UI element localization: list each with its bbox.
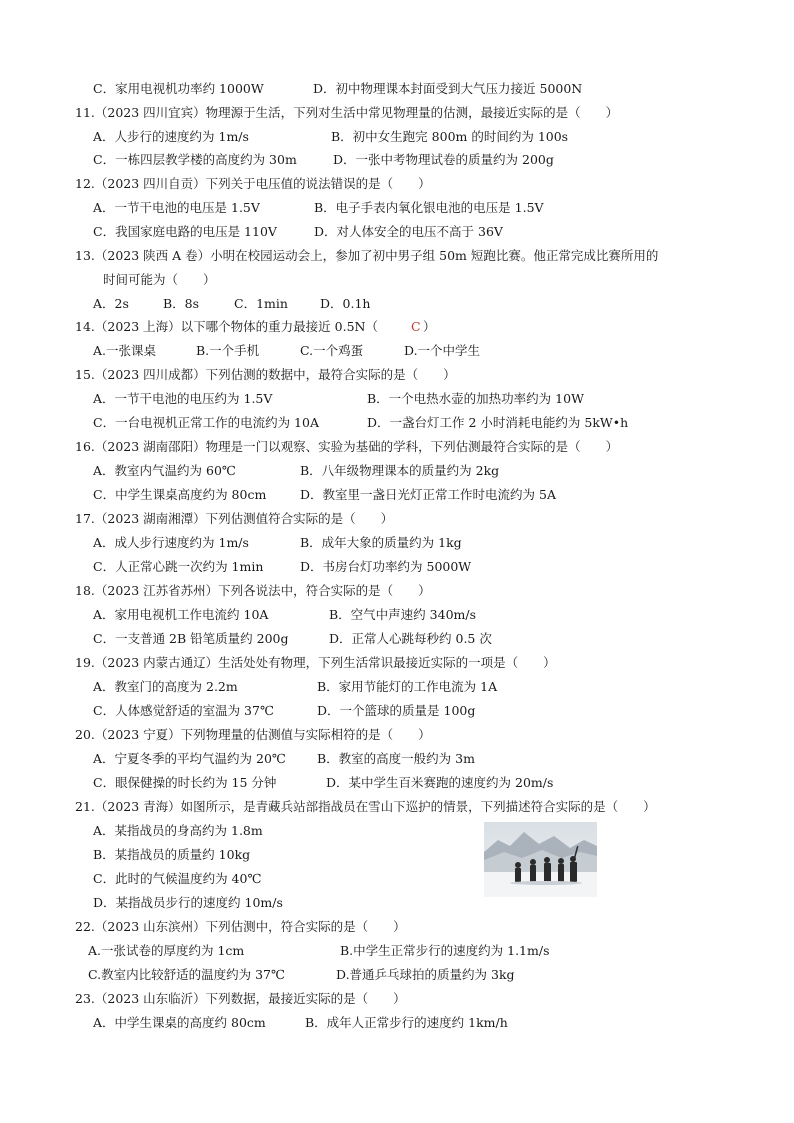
- text-segment: D．正常人心跳每秒约 0.5 次: [329, 631, 492, 646]
- text-segment: A.一张试卷的厚度约为 1cm: [88, 943, 245, 958]
- text-segment: B．电子手表内氧化银电池的电压是 1.5V: [314, 200, 544, 215]
- text-segment: C．一支普通 2B 铅笔质量约 200g: [93, 631, 289, 646]
- text-segment: D．教室里一盏日光灯正常工作时电流约为 5A: [300, 487, 556, 502]
- text-segment: B.中学生正常步行的速度约为 1.1m/s: [340, 943, 550, 958]
- text-segment: C．眼保健操的时长约为 15 分钟: [93, 775, 277, 790]
- text-segment: B.一个手机: [196, 343, 260, 358]
- soldiers-patrol-snow-photo: [484, 822, 597, 897]
- text-segment: C．我国家庭电路的电压是 110V: [93, 224, 277, 239]
- text-segment: 12.（2023 四川自贡）下列关于电压值的说法错误的是（ ）: [75, 176, 431, 191]
- text-segment: 13.（2023 陕西 A 卷）小明在校园运动会上，参加了初中男子组 50m 短跑比赛。他正常完成比赛所用的: [75, 248, 659, 263]
- text-segment: C．人体感觉舒适的室温为 37℃: [93, 703, 274, 718]
- text-segment: 16.（2023 湖南邵阳）物理是一门以观察、实验为基础的学科，下列估测最符合实际的是（ ）: [75, 439, 619, 454]
- text-segment: A．2s: [93, 296, 129, 311]
- text-segment: A．某指战员的身高约为 1.8m: [93, 823, 263, 838]
- text-segment: D．0.1h: [320, 296, 371, 311]
- text-segment: ）: [423, 319, 436, 334]
- text-segment: B．某指战员的质量约 10kg: [93, 847, 251, 862]
- text-segment: A．成人步行速度约为 1m/s: [93, 535, 249, 550]
- text-segment: 23.（2023 山东临沂）下列数据，最接近实际的是（ ）: [75, 991, 406, 1006]
- text-segment: 20.（2023 宁夏）下列物理量的估测值与实际相符的是（ ）: [75, 727, 431, 742]
- text-segment: C．中学生课桌高度约为 80cm: [93, 487, 267, 502]
- text-segment: C．一台电视机正常工作的电流约为 10A: [93, 415, 319, 430]
- text-segment: C．1min: [234, 296, 288, 311]
- text-segment: B．成年人正常步行的速度约 1km/h: [305, 1015, 508, 1030]
- text-segment: B．空气中声速约 340m/s: [329, 607, 476, 622]
- text-segment: A．教室门的高度为 2.2m: [93, 679, 238, 694]
- text-segment: 18.（2023 江苏省苏州）下列各说法中，符合实际的是（ ）: [75, 583, 431, 598]
- text-segment: B．初中女生跑完 800m 的时间约为 100s: [331, 129, 569, 144]
- text-segment: D.一个中学生: [404, 343, 481, 358]
- text-segment: C．家用电视机功率约 1000W: [93, 81, 264, 96]
- text-segment: A．家用电视机工作电流约 10A: [93, 607, 269, 622]
- text-segment: A.一张课桌: [93, 343, 157, 358]
- text-segment: B．成年大象的质量约为 1kg: [300, 535, 462, 550]
- text-segment: A．教室内气温约为 60℃: [93, 463, 236, 478]
- text-segment: 21.（2023 青海）如图所示，是青藏兵站部指战员在雪山下巡护的情景，下列描述符合实际的是（ ）: [75, 799, 656, 814]
- text-segment: B．一个电热水壶的加热功率约为 10W: [367, 391, 584, 406]
- text-segment: C．一栋四层教学楼的高度约为 30m: [93, 152, 297, 167]
- text-segment: D．初中物理课本封面受到大气压力接近 5000N: [313, 81, 583, 96]
- text-segment: 11.（2023 四川宜宾）物理源于生活，下列对生活中常见物理量的估测，最接近实际的是（ ）: [75, 105, 619, 120]
- text-segment: D．某指战员步行的速度约 10m/s: [93, 895, 283, 910]
- text-segment: 时间可能为（ ）: [103, 272, 216, 287]
- text-segment: 17.（2023 湖南湘潭）下列估测值符合实际的是（ ）: [75, 511, 394, 526]
- text-segment: A．人步行的速度约为 1m/s: [93, 129, 249, 144]
- text-segment: C．此时的气候温度约为 40℃: [93, 871, 262, 886]
- text-segment: A．一节干电池的电压约为 1.5V: [93, 391, 273, 406]
- text-segment: D．对人体安全的电压不高于 36V: [314, 224, 503, 239]
- text-segment: D．一个篮球的质量是 100g: [317, 703, 476, 718]
- text-segment: 14.（2023 上海）以下哪个物体的重力最接近 0.5N（: [75, 319, 378, 334]
- text-segment: D.普通乒乓球拍的质量约为 3kg: [336, 967, 515, 982]
- text-segment: B．教室的高度一般约为 3m: [317, 751, 475, 766]
- text-segment: A．宁夏冬季的平均气温约为 20℃: [93, 751, 286, 766]
- text-segment: D．某中学生百米赛跑的速度约为 20m/s: [326, 775, 554, 790]
- text-segment: 19.（2023 内蒙古通辽）生活处处有物理，下列生活常识最接近实际的一项是（ ）: [75, 655, 556, 670]
- answer-mark: C: [411, 319, 421, 334]
- text-segment: C.一个鸡蛋: [300, 343, 364, 358]
- text-segment: A．一节干电池的电压是 1.5V: [93, 200, 260, 215]
- text-segment: C．人正常心跳一次约为 1min: [93, 559, 264, 574]
- text-segment: B．家用节能灯的工作电流为 1A: [317, 679, 498, 694]
- text-segment: 15.（2023 四川成都）下列估测的数据中，最符合实际的是（ ）: [75, 367, 456, 382]
- text-segment: D．一盏台灯工作 2 小时消耗电能约为 5kW•h: [367, 415, 629, 430]
- text-segment: 22.（2023 山东滨州）下列估测中，符合实际的是（ ）: [75, 919, 406, 934]
- text-segment: D．书房台灯功率约为 5000W: [300, 559, 472, 574]
- text-segment: C.教室内比较舒适的温度约为 37℃: [88, 967, 285, 982]
- text-segment: B．八年级物理课本的质量约为 2kg: [300, 463, 500, 478]
- text-segment: D．一张中考物理试卷的质量约为 200g: [333, 152, 554, 167]
- photo-illustration: [484, 822, 597, 897]
- text-segment: B．8s: [163, 296, 200, 311]
- text-segment: A．中学生课桌的高度约 80cm: [93, 1015, 266, 1030]
